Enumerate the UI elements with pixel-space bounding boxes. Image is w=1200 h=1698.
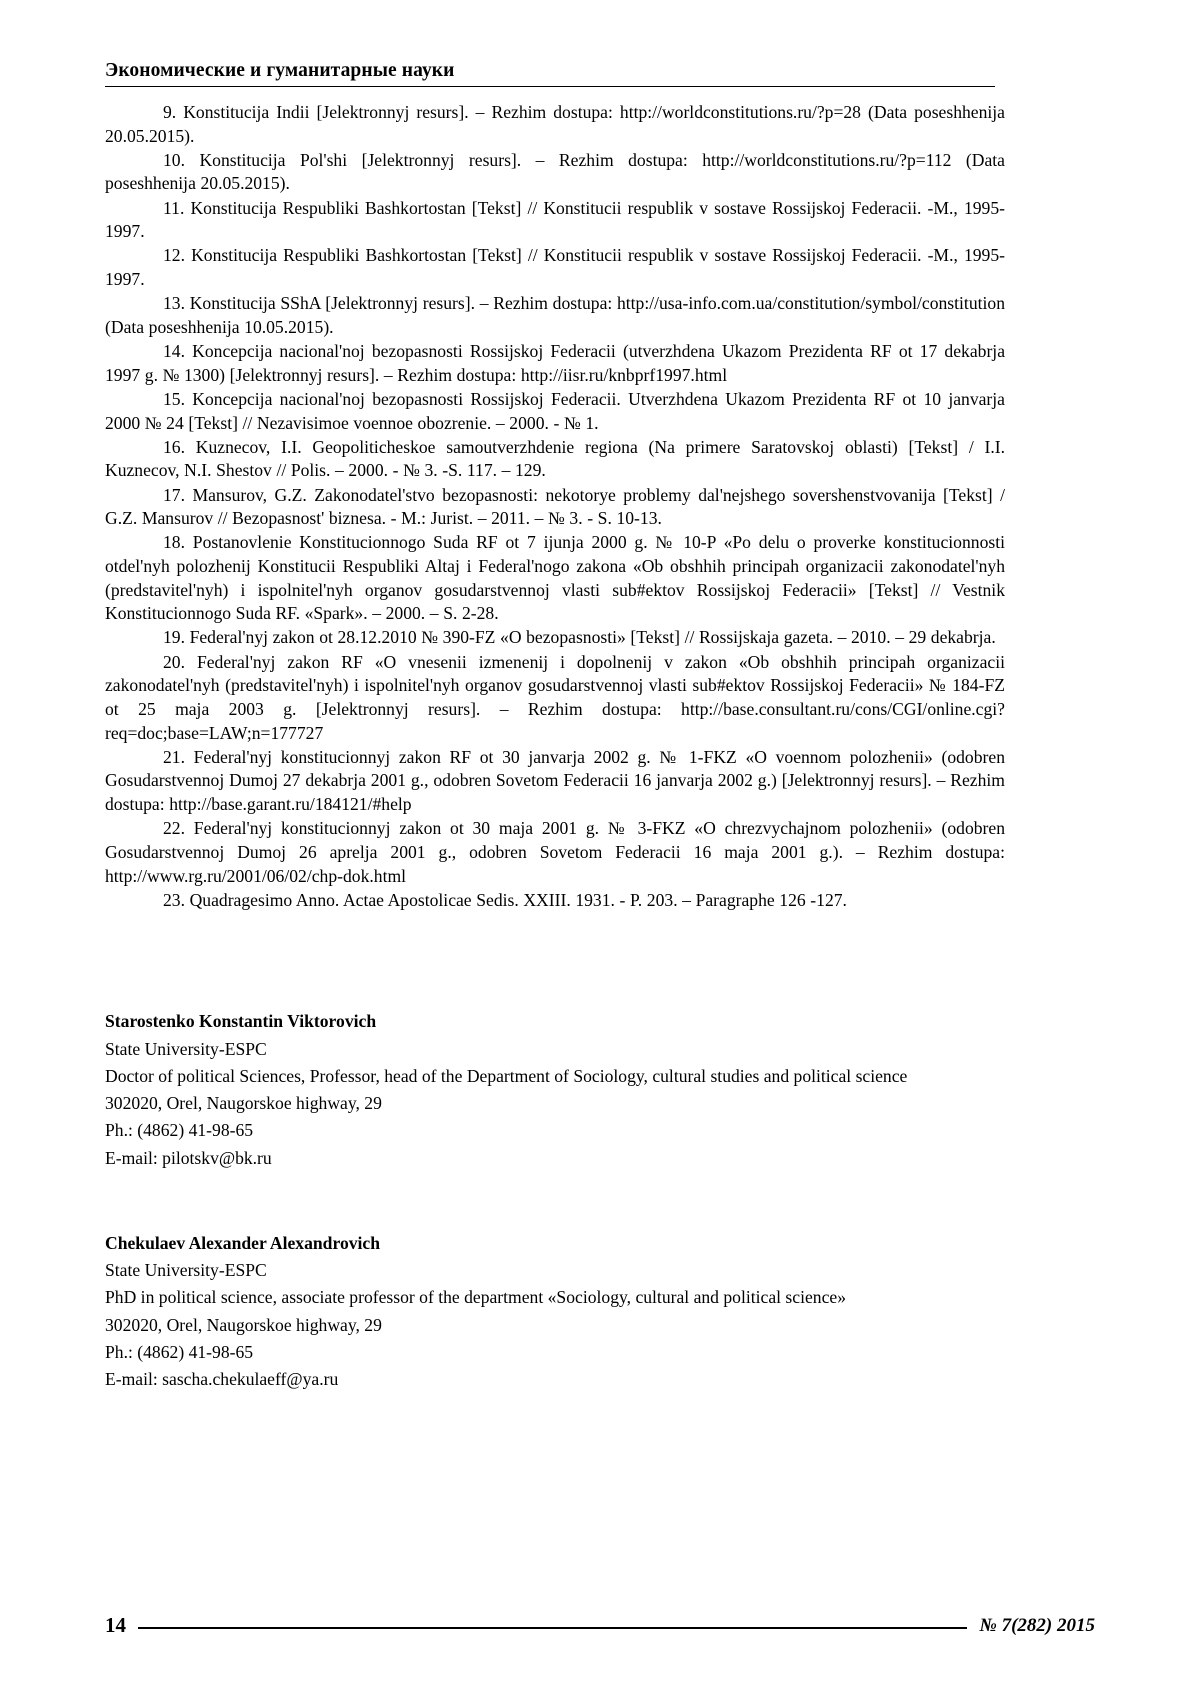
- reference-item: 9. Konstitucija Indii [Jelektronnyj resurs]. – Rezhim dostupa: http://worldconstitutions.ru/?p=28 (Data poseshhenija 20.05.2015).: [105, 102, 1005, 146]
- reference-item: 17. Mansurov, G.Z. Zakonodatel'stvo bezopasnosti: nekotorye problemy dal'nejshego sovershenstvovanija [Tekst] / G.Z. Mansurov // Bezopasnost' biznesa. - M.: Jurist. – 2011. – № 3. - S. 10-13.: [105, 484, 1005, 529]
- author-email: E-mail: sascha.chekulaeff@ya.ru: [105, 1369, 339, 1390]
- issue-label: № 7(282) 2015: [979, 1614, 1095, 1636]
- reference-item: 16. Kuznecov, I.I. Geopoliticheskoe samoutverzhdenie regiona (Na primere Saratovskoj oblasti) [Tekst] / I.I. Kuznecov, N.I. Shestov // Polis. – 2000. - № 3. -S. 117. – 129.: [105, 436, 1005, 481]
- reference-item: 13. Konstitucija SShA [Jelektronnyj resurs]. – Rezhim dostupa: http://usa-info.com.ua/constitution/symbol/constitution (Data poseshhenija 10.05.2015).: [105, 293, 1005, 337]
- author-position: Doctor of political Sciences, Professor, head of the Department of Sociology, cultural studies and political science: [105, 1065, 908, 1086]
- reference-item: 21. Federal'nyj konstitucionnyj zakon RF ot 30 janvarja 2002 g. № 1-FKZ «O voennom polozhenii» (odobren Gosudarstvennoj Dumoj 27 dekabrja 2001 g., odobren Sovetom Federacii 16 janvarja 2002 g.) [Jelektronnyj resurs]. – Rezhim dostupa: http://base.garant.ru/184121/#help: [105, 746, 1005, 815]
- author-phone: Ph.: (4862) 41-98-65: [105, 1120, 254, 1141]
- page-footer: [105, 1613, 1095, 1638]
- reference-item: 20. Federal'nyj zakon RF «O vnesenii izmenenij i dopolnenij v zakon «Ob obshhih principah organizacii zakonodatel'nyh (predstavitel'nyh) i ispolnitel'nyh organov gosudarstvennoj vlasti sub#ektov Rossijskoj Federacii» № 184-FZ ot 25 maja 2003 g. [Jelektronnyj resurs]. – Rezhim dostupa: http://base.consultant.ru/cons/CGI/online.cgi?req=doc;base=LAW;n=177727: [105, 651, 1005, 743]
- reference-item: 12. Konstitucija Respubliki Bashkortostan [Tekst] // Konstitucii respublik v sostave Rossijskoj Federacii. -M., 1995-1997.: [105, 245, 1005, 290]
- reference-item: 22. Federal'nyj konstitucionnyj zakon ot 30 maja 2001 g. № 3-FKZ «O chrezvychajnom polozhenii» (odobren Gosudarstvennoj Dumoj 26 aprelja 2001 g., odobren Sovetom Federacii 16 maja 2001 g.). – Rezhim dostupa: http://www.rg.ru/2001/06/02/chp-dok.html: [105, 818, 1005, 886]
- author-block: [105, 1008, 1005, 1172]
- reference-item: 19. Federal'nyj zakon ot 28.12.2010 № 390-FZ «O bezopasnosti» [Tekst] // Rossijskaja gazeta. – 2010. – 29 dekabrja.: [163, 627, 996, 648]
- page-number: 14: [105, 1613, 126, 1637]
- author-affiliation: State University-ESPC: [105, 1260, 267, 1281]
- author-address: 302020, Orel, Naugorskoe highway, 29: [105, 1093, 382, 1114]
- author-position: PhD in political science, associate professor of the department «Sociology, cultural and political science»: [105, 1287, 846, 1308]
- author-address: 302020, Orel, Naugorskoe highway, 29: [105, 1314, 382, 1335]
- reference-item: 10. Konstitucija Pol'shi [Jelektronnyj resurs]. – Rezhim dostupa: http://worldconstitutions.ru/?p=112 (Data poseshhenija 20.05.2015).: [105, 149, 1005, 194]
- reference-item: 15. Koncepcija nacional'noj bezopasnosti Rossijskoj Federacii. Utverzhdena Ukazom Prezidenta RF ot 10 janvarja 2000 № 24 [Tekst] // Nezavisimoe voennoe obozrenie. – 2000. - № 1.: [105, 388, 1005, 433]
- reference-item: 18. Postanovlenie Konstitucionnogo Suda RF ot 7 ijunja 2000 g. № 10-P «Po delu o proverke konstitucionnosti otdel'nyh polozhenij Konstitucii Respubliki Altaj i Federal'nogo zakona «Ob obshhih principah organizacii zakonodatel'nyh (predstavitel'nyh) i ispolnitel'nyh organov gosudarstvennoj vlasti sub#ektov Rossijskoj Federacii» [Tekst] // Vestnik Konstitucionnogo Suda RF. «Spark». – 2000. – S. 2-28.: [105, 532, 1005, 624]
- author-name: Starostenko Konstantin Viktorovich: [105, 1011, 377, 1032]
- author-info-section: [105, 1008, 1005, 1393]
- footer-divider: [138, 1627, 967, 1629]
- reference-item: 23. Quadragesimo Anno. Actae Apostolicae Sedis. XXIII. 1931. - P. 203. – Paragraphe 126 -127.: [163, 889, 847, 910]
- author-name: Chekulaev Alexander Alexandrovich: [105, 1232, 381, 1253]
- reference-item: 11. Konstitucija Respubliki Bashkortostan [Tekst] // Konstitucii respublik v sostave Rossijskoj Federacii. -M., 1995-1997.: [105, 197, 1005, 242]
- reference-list: [105, 101, 1005, 912]
- reference-item: 14. Koncepcija nacional'noj bezopasnosti Rossijskoj Federacii (utverzhdena Ukazom Prezidenta RF ot 17 dekabrja 1997 g. № 1300) [Jelektronnyj resurs]. – Rezhim dostupa: http://iisr.ru/knbprf1997.html: [105, 341, 1005, 385]
- running-head: Экономические и гуманитарные науки: [105, 60, 995, 87]
- author-email: E-mail: pilotskv@bk.ru: [105, 1147, 272, 1168]
- author-affiliation: State University-ESPC: [105, 1038, 267, 1059]
- author-phone: Ph.: (4862) 41-98-65: [105, 1341, 254, 1362]
- author-block: [105, 1230, 1005, 1394]
